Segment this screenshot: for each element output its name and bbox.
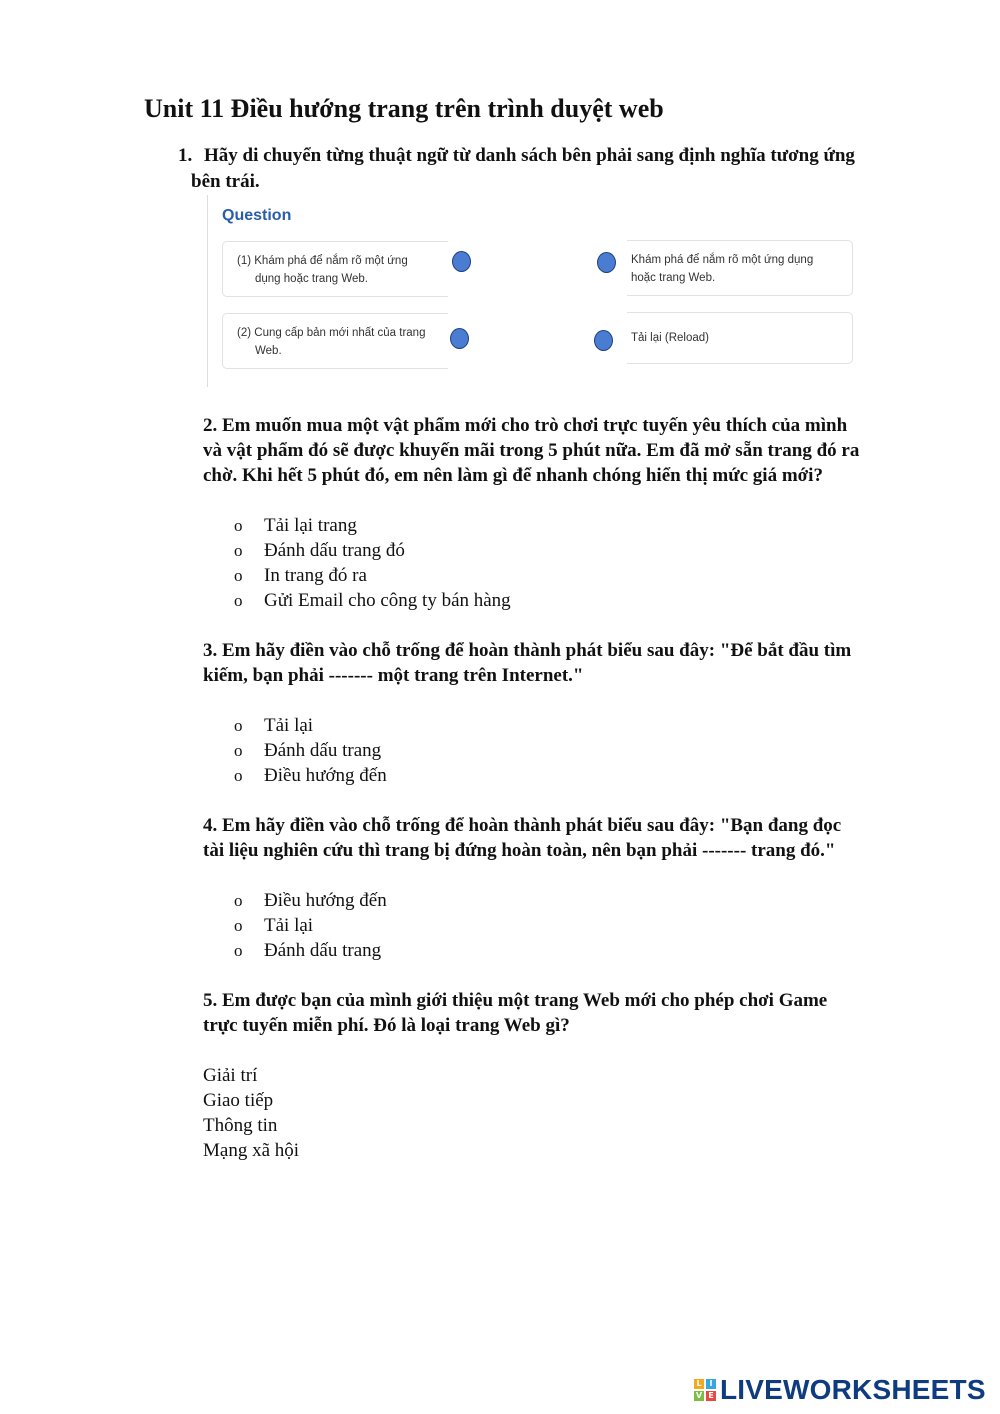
question-3-line1: 3. Em hãy điền vào chỗ trống để hoàn thành phát biểu sau đây: "Để bắt đầu tìm (203, 640, 852, 661)
term-1-line2: hoặc trang Web. (631, 272, 716, 284)
definition-2-line2: Web. (255, 345, 282, 357)
question-4-option[interactable] (234, 938, 387, 963)
definition-card-2 (222, 313, 448, 369)
option-label: Tải lại (264, 915, 314, 936)
question-5-option[interactable]: Giải trí (203, 1065, 258, 1086)
option-label: Tải lại trang (264, 515, 357, 536)
question-3-options (234, 713, 387, 788)
liveworksheets-logo-icon (694, 1379, 716, 1401)
question-4-options (234, 888, 387, 963)
definition-1-drop-point[interactable] (452, 251, 471, 272)
definition-2-drop-point[interactable] (450, 328, 469, 349)
question-4-line2: tài liệu nghiên cứu thì trang bị đứng hoàn toàn, nên bạn phải ------- trang đó." (203, 840, 836, 861)
question-5 (203, 988, 913, 1038)
option-label: Gửi Email cho công ty bán hàng (264, 590, 511, 611)
radio-circle-icon: o (234, 916, 243, 935)
question-1-text-line1: Hãy di chuyển từng thuật ngữ từ danh sách bên phải sang định nghĩa tương ứng (204, 145, 855, 166)
question-2-option[interactable] (234, 563, 511, 588)
radio-circle-icon: o (234, 891, 243, 910)
radio-circle-icon: o (234, 541, 243, 560)
question-2-line3: chờ. Khi hết 5 phút đó, em nên làm gì để nhanh chóng hiển thị mức giá mới? (203, 465, 823, 486)
radio-circle-icon: o (234, 941, 243, 960)
question-4-option[interactable] (234, 913, 387, 938)
radio-circle-icon: o (234, 766, 243, 785)
option-label: In trang đó ra (264, 565, 367, 586)
term-1-drag-point[interactable] (597, 252, 616, 273)
question-3 (203, 638, 913, 688)
question-3-line2: kiếm, bạn phải ------- một trang trên Internet." (203, 665, 584, 686)
radio-circle-icon: o (234, 716, 243, 735)
question-2 (203, 413, 913, 488)
term-2-line1: Tải lại (Reload) (631, 332, 709, 344)
question-4-line1: 4. Em hãy điền vào chỗ trống để hoàn thành phát biểu sau đây: "Bạn đang đọc (203, 815, 842, 836)
question-5-option[interactable]: Giao tiếp (203, 1090, 274, 1111)
option-label: Điều hướng đến (264, 765, 387, 786)
option-label: Đánh dấu trang (264, 740, 382, 761)
matching-widget (207, 195, 867, 387)
question-1 (178, 143, 918, 195)
term-2-drag-point[interactable] (594, 330, 613, 351)
option-label: Đánh dấu trang (264, 940, 382, 961)
page-title: Unit 11 Điều hướng trang trên trình duyệt web (144, 94, 664, 123)
question-2-options (234, 513, 511, 613)
definition-2-prefix: (2) (237, 327, 252, 339)
definition-card-1 (222, 241, 448, 297)
question-4 (203, 813, 913, 863)
question-1-number: 1. (178, 145, 193, 166)
brand-wordmark: LIVEWORKSHEETS (720, 1374, 986, 1405)
radio-circle-icon: o (234, 566, 243, 585)
question-1-text-line2: bên trái. (191, 171, 260, 192)
question-5-line2: trực tuyến miễn phí. Đó là loại trang Web gì? (203, 1015, 570, 1036)
radio-circle-icon: o (234, 741, 243, 760)
term-card-1[interactable] (627, 240, 853, 296)
question-2-line1: 2. Em muốn mua một vật phẩm mới cho trò chơi trực tuyến yêu thích của mình (203, 415, 848, 436)
option-label: Đánh dấu trang đó (264, 540, 405, 561)
term-1-line1: Khám phá để nắm rõ một ứng dụng (631, 254, 814, 266)
logo-tile-l: L (694, 1379, 704, 1389)
logo-tile-e: E (706, 1391, 716, 1401)
question-5-options (203, 1063, 299, 1163)
question-2-option[interactable] (234, 538, 511, 563)
question-2-option[interactable] (234, 513, 511, 538)
logo-tile-v: V (695, 1391, 703, 1400)
definition-1-line2: dụng hoặc trang Web. (255, 273, 368, 285)
question-5-line1: 5. Em được bạn của mình giới thiệu một trang Web mới cho phép chơi Game (203, 990, 828, 1011)
question-5-option[interactable]: Thông tin (203, 1115, 278, 1136)
term-card-2[interactable] (627, 312, 853, 364)
question-4-option[interactable] (234, 888, 387, 913)
logo-tile-i: I (706, 1379, 716, 1389)
widget-title: Question (222, 207, 292, 224)
radio-circle-icon: o (234, 591, 243, 610)
option-label: Tải lại (264, 715, 314, 736)
definition-1-line1: Khám phá để nắm rõ một ứng (254, 255, 408, 267)
question-5-option[interactable]: Mạng xã hội (203, 1140, 300, 1161)
option-label: Điều hướng đến (264, 890, 387, 911)
definition-2-line1: Cung cấp bản mới nhất của trang (254, 327, 426, 339)
question-3-option[interactable] (234, 738, 387, 763)
question-2-line2: và vật phẩm đó sẽ được khuyến mãi trong 5 phút nữa. Em đã mở sẵn trang đó ra (203, 440, 860, 461)
question-3-option[interactable] (234, 763, 387, 788)
widget-divider (207, 195, 208, 387)
question-2-option[interactable] (234, 588, 511, 613)
radio-circle-icon: o (234, 516, 243, 535)
liveworksheets-brand (694, 1374, 986, 1406)
question-3-option[interactable] (234, 713, 387, 738)
definition-1-prefix: (1) (237, 255, 252, 267)
